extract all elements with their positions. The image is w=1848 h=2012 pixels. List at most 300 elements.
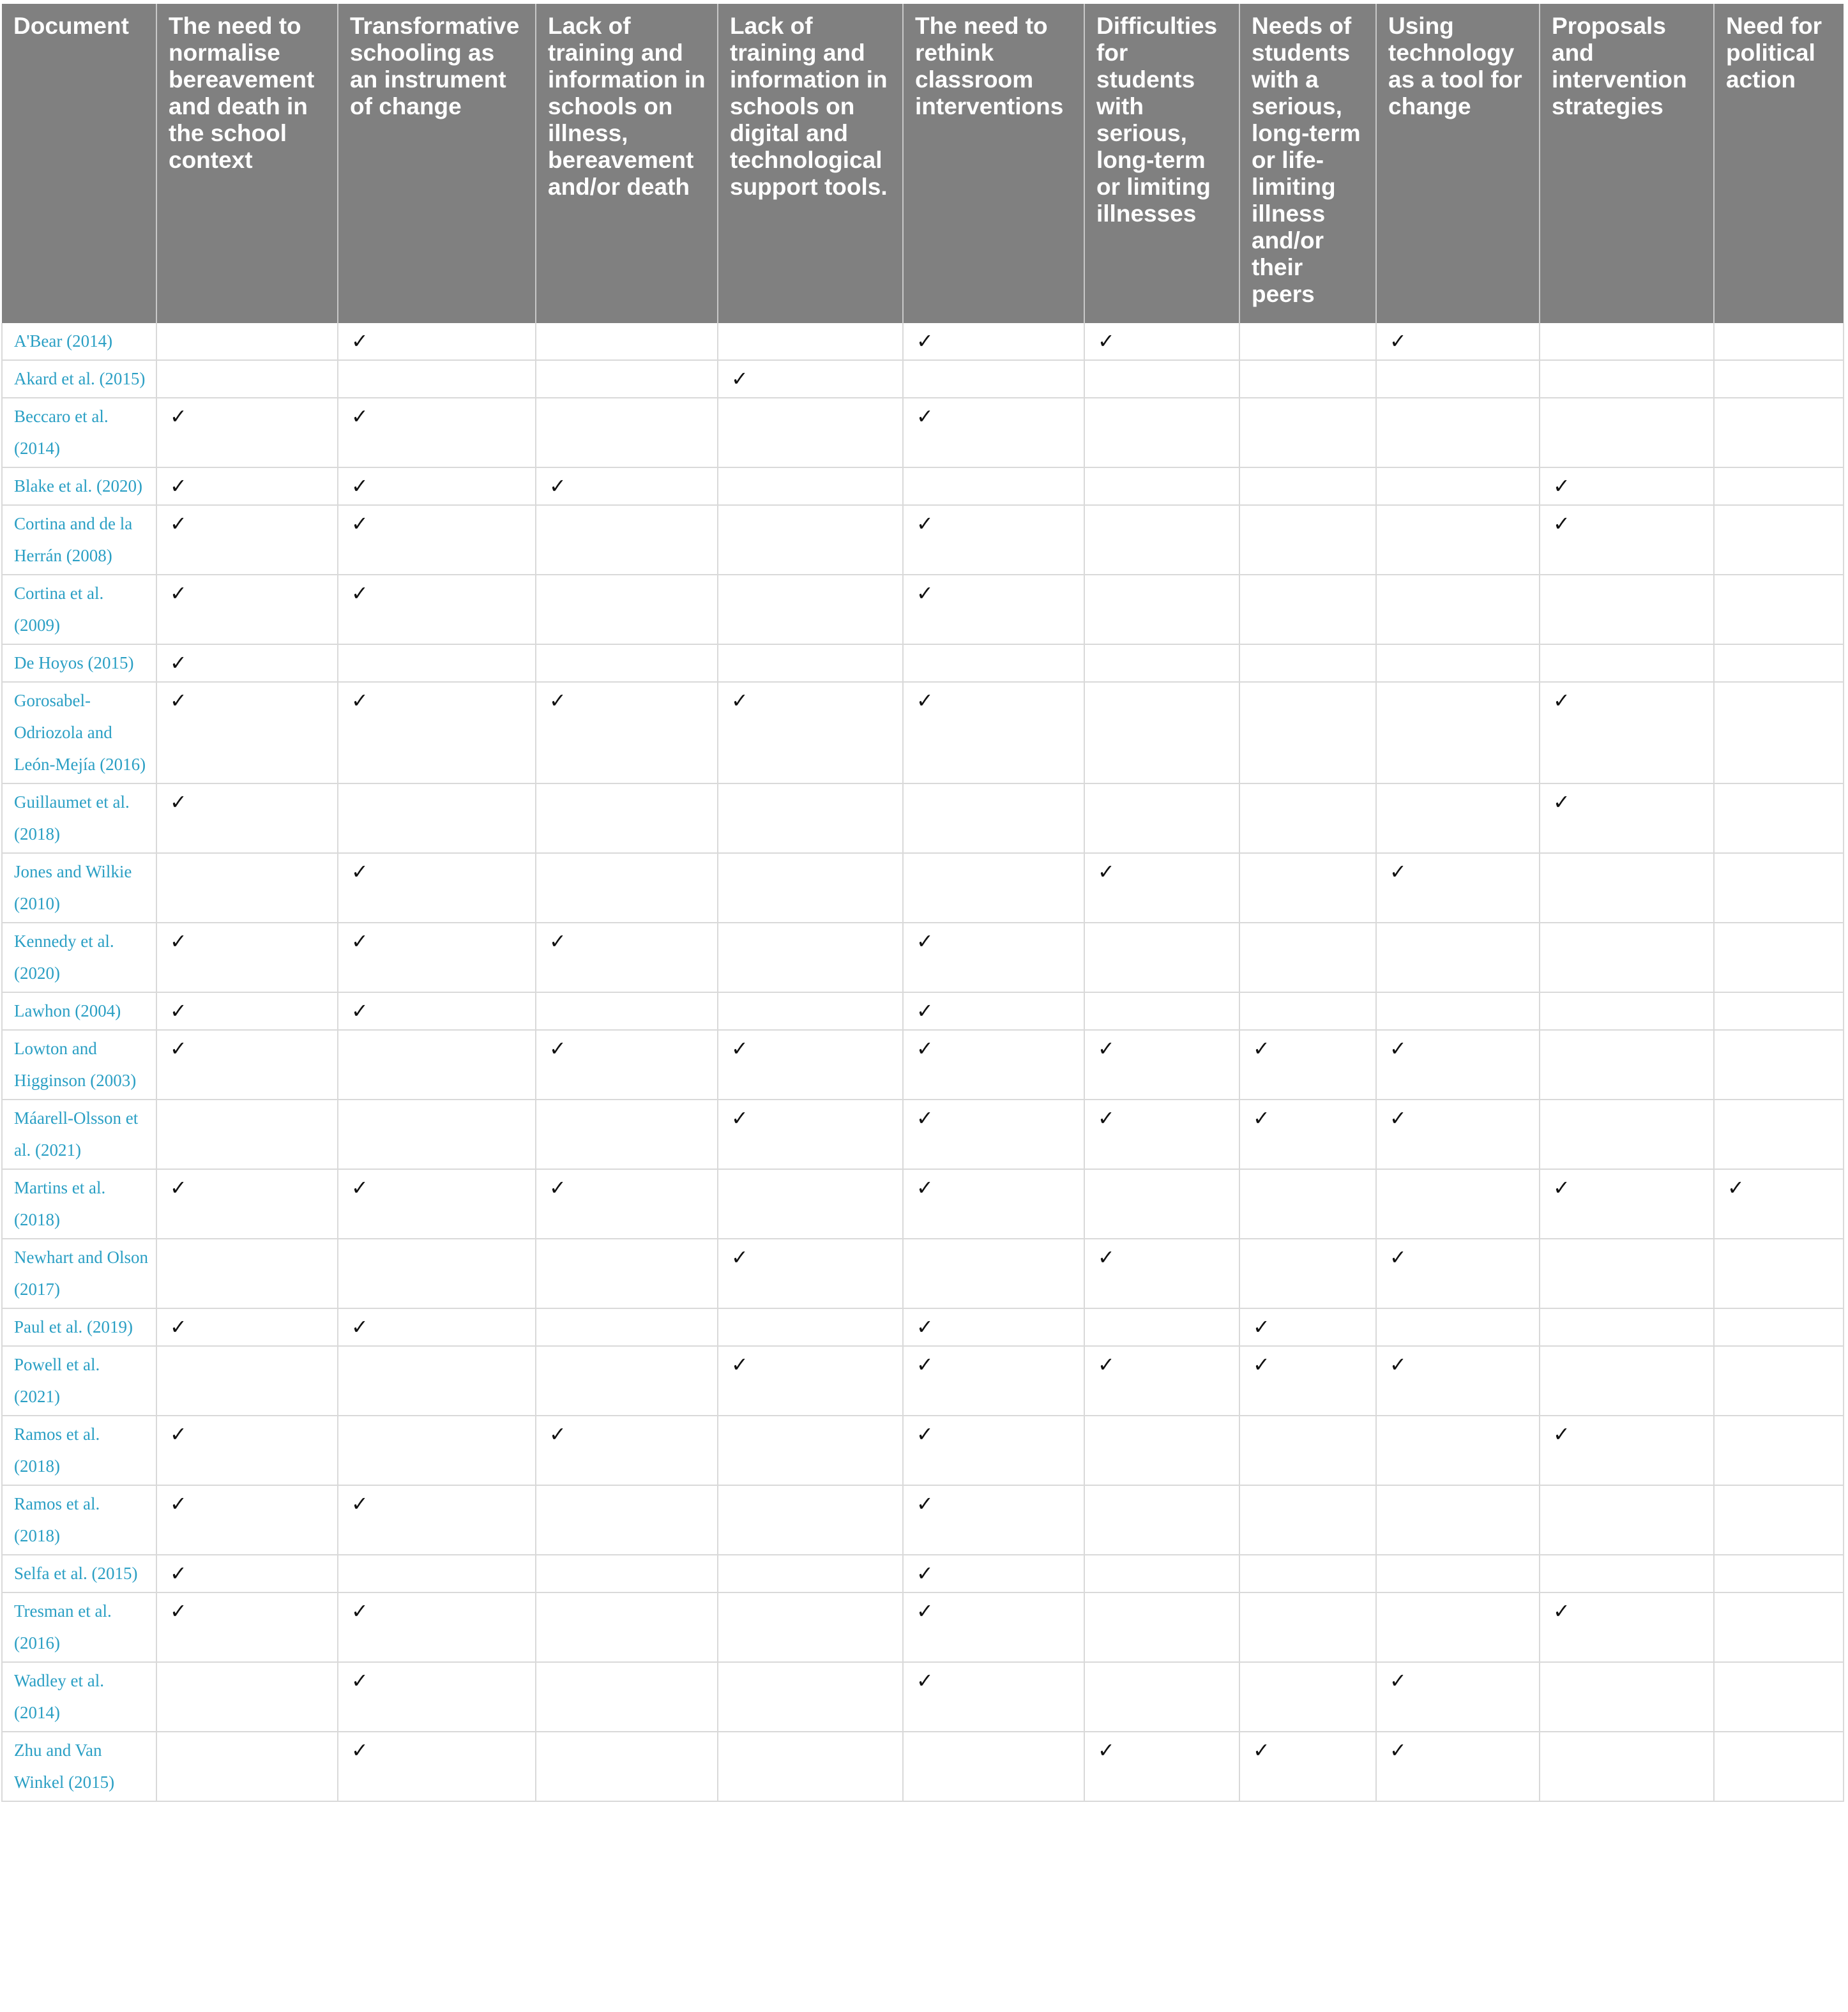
empty-cell — [1084, 1485, 1239, 1555]
empty-cell — [1084, 575, 1239, 644]
document-link[interactable]: Guillaumet et al. (2018) — [2, 783, 156, 853]
check-mark-icon: ✓ — [903, 505, 1084, 575]
empty-cell — [1714, 1308, 1844, 1346]
empty-cell — [718, 323, 903, 360]
table-body — [2, 323, 1844, 1801]
check-mark-icon: ✓ — [338, 575, 536, 644]
empty-cell — [1239, 1485, 1376, 1555]
check-mark-icon: ✓ — [903, 682, 1084, 783]
check-mark-icon: ✓ — [718, 1239, 903, 1308]
empty-cell — [1540, 398, 1714, 467]
table-row — [2, 923, 1844, 992]
empty-cell — [718, 1555, 903, 1592]
empty-cell — [1714, 1346, 1844, 1416]
empty-cell — [1540, 1555, 1714, 1592]
empty-cell — [1084, 682, 1239, 783]
empty-cell — [1084, 1662, 1239, 1732]
check-mark-icon: ✓ — [1084, 1346, 1239, 1416]
empty-cell — [338, 783, 536, 853]
empty-cell — [1714, 467, 1844, 505]
check-mark-icon: ✓ — [718, 360, 903, 398]
empty-cell — [1084, 1169, 1239, 1239]
table-header — [2, 4, 1844, 323]
check-mark-icon: ✓ — [156, 575, 338, 644]
check-mark-icon: ✓ — [903, 323, 1084, 360]
document-link[interactable]: Wadley et al. (2014) — [2, 1662, 156, 1732]
empty-cell — [1239, 853, 1376, 923]
check-mark-icon: ✓ — [338, 1662, 536, 1732]
check-mark-icon: ✓ — [1714, 1169, 1844, 1239]
empty-cell — [1714, 1485, 1844, 1555]
empty-cell — [1239, 323, 1376, 360]
document-link[interactable]: Martins et al. (2018) — [2, 1169, 156, 1239]
check-mark-icon: ✓ — [1239, 1100, 1376, 1169]
empty-cell — [1376, 575, 1540, 644]
check-mark-icon: ✓ — [338, 467, 536, 505]
empty-cell — [903, 1239, 1084, 1308]
empty-cell — [338, 360, 536, 398]
empty-cell — [536, 1592, 718, 1662]
check-mark-icon: ✓ — [338, 1592, 536, 1662]
empty-cell — [536, 1308, 718, 1346]
empty-cell — [338, 1030, 536, 1100]
check-mark-icon: ✓ — [1376, 323, 1540, 360]
table-row — [2, 1100, 1844, 1169]
empty-cell — [156, 1346, 338, 1416]
check-mark-icon: ✓ — [903, 1662, 1084, 1732]
empty-cell — [718, 505, 903, 575]
empty-cell — [338, 1416, 536, 1485]
document-link[interactable]: Gorosabel-Odriozola and León-Mejía (2016) — [2, 682, 156, 783]
empty-cell — [536, 398, 718, 467]
check-mark-icon: ✓ — [338, 1732, 536, 1801]
empty-cell — [156, 360, 338, 398]
empty-cell — [1540, 923, 1714, 992]
empty-cell — [1239, 682, 1376, 783]
check-mark-icon: ✓ — [156, 1308, 338, 1346]
empty-cell — [903, 783, 1084, 853]
empty-cell — [536, 1732, 718, 1801]
header-political-action: Need for political action — [1714, 4, 1844, 323]
empty-cell — [536, 1239, 718, 1308]
empty-cell — [1540, 1346, 1714, 1416]
table-row — [2, 1308, 1844, 1346]
check-mark-icon: ✓ — [156, 682, 338, 783]
table-row — [2, 1592, 1844, 1662]
empty-cell — [536, 1555, 718, 1592]
empty-cell — [1376, 682, 1540, 783]
empty-cell — [1376, 923, 1540, 992]
check-mark-icon: ✓ — [1239, 1346, 1376, 1416]
table-row — [2, 360, 1844, 398]
document-link[interactable]: Jones and Wilkie (2010) — [2, 853, 156, 923]
empty-cell — [1239, 1169, 1376, 1239]
empty-cell — [1376, 467, 1540, 505]
check-mark-icon: ✓ — [903, 1308, 1084, 1346]
table-row — [2, 1732, 1844, 1801]
header-row — [2, 4, 1844, 323]
empty-cell — [338, 644, 536, 682]
header-normalise-bereavement: The need to normalise bereavement and death in the school context — [156, 4, 338, 323]
empty-cell — [1714, 1732, 1844, 1801]
check-mark-icon: ✓ — [903, 1555, 1084, 1592]
check-mark-icon: ✓ — [338, 505, 536, 575]
empty-cell — [1540, 1239, 1714, 1308]
empty-cell — [718, 644, 903, 682]
empty-cell — [718, 1485, 903, 1555]
check-mark-icon: ✓ — [903, 923, 1084, 992]
empty-cell — [718, 1169, 903, 1239]
check-mark-icon: ✓ — [1540, 1416, 1714, 1485]
empty-cell — [1540, 1485, 1714, 1555]
check-mark-icon: ✓ — [1239, 1308, 1376, 1346]
empty-cell — [536, 644, 718, 682]
empty-cell — [156, 853, 338, 923]
check-mark-icon: ✓ — [903, 1169, 1084, 1239]
empty-cell — [1376, 505, 1540, 575]
empty-cell — [1084, 467, 1239, 505]
check-mark-icon: ✓ — [1084, 853, 1239, 923]
empty-cell — [536, 1346, 718, 1416]
document-link[interactable]: Selfa et al. (2015) — [2, 1555, 156, 1592]
header-proposals-strategies: Proposals and intervention strategies — [1540, 4, 1714, 323]
empty-cell — [1714, 1239, 1844, 1308]
header-difficulties-students: Difficulties for students with serious, long-term or limiting illnesses — [1084, 4, 1239, 323]
empty-cell — [1239, 644, 1376, 682]
empty-cell — [1376, 1169, 1540, 1239]
empty-cell — [156, 1239, 338, 1308]
empty-cell — [1239, 398, 1376, 467]
empty-cell — [718, 853, 903, 923]
table-row — [2, 575, 1844, 644]
document-link[interactable]: Tresman et al. (2016) — [2, 1592, 156, 1662]
document-link[interactable]: Ramos et al. (2018) — [2, 1416, 156, 1485]
empty-cell — [1239, 575, 1376, 644]
header-rethink-interventions: The need to rethink classroom interventions — [903, 4, 1084, 323]
empty-cell — [1714, 1416, 1844, 1485]
header-document: Document — [2, 4, 156, 323]
empty-cell — [1239, 923, 1376, 992]
header-needs-students: Needs of students with a serious, long-term or life-limiting illness and/or their peers — [1239, 4, 1376, 323]
check-mark-icon: ✓ — [536, 682, 718, 783]
empty-cell — [338, 1239, 536, 1308]
empty-cell — [1376, 1416, 1540, 1485]
check-mark-icon: ✓ — [338, 682, 536, 783]
empty-cell — [1540, 1030, 1714, 1100]
check-mark-icon: ✓ — [156, 783, 338, 853]
empty-cell — [1239, 992, 1376, 1030]
empty-cell — [1714, 1662, 1844, 1732]
empty-cell — [1239, 505, 1376, 575]
empty-cell — [1084, 398, 1239, 467]
check-mark-icon: ✓ — [1376, 1662, 1540, 1732]
document-link[interactable]: Beccaro et al. (2014) — [2, 398, 156, 467]
document-link[interactable]: Ramos et al. (2018) — [2, 1485, 156, 1555]
check-mark-icon: ✓ — [718, 1030, 903, 1100]
table-row — [2, 992, 1844, 1030]
header-lack-training-illness: Lack of training and information in schools on illness, bereavement and/or death — [536, 4, 718, 323]
empty-cell — [536, 992, 718, 1030]
empty-cell — [718, 783, 903, 853]
check-mark-icon: ✓ — [156, 1592, 338, 1662]
check-mark-icon: ✓ — [1084, 323, 1239, 360]
check-mark-icon: ✓ — [1376, 853, 1540, 923]
check-mark-icon: ✓ — [903, 398, 1084, 467]
empty-cell — [1540, 1732, 1714, 1801]
empty-cell — [1714, 323, 1844, 360]
check-mark-icon: ✓ — [903, 1592, 1084, 1662]
check-mark-icon: ✓ — [536, 923, 718, 992]
table-row — [2, 398, 1844, 467]
check-mark-icon: ✓ — [1540, 1169, 1714, 1239]
check-mark-icon: ✓ — [1084, 1100, 1239, 1169]
empty-cell — [718, 923, 903, 992]
document-link[interactable]: Lawhon (2004) — [2, 992, 156, 1030]
check-mark-icon: ✓ — [1376, 1239, 1540, 1308]
check-mark-icon: ✓ — [536, 1416, 718, 1485]
empty-cell — [903, 360, 1084, 398]
empty-cell — [1714, 783, 1844, 853]
document-link[interactable]: Máarell-Olsson et al. (2021) — [2, 1100, 156, 1169]
check-mark-icon: ✓ — [903, 1485, 1084, 1555]
document-link[interactable]: Kennedy et al. (2020) — [2, 923, 156, 992]
empty-cell — [718, 1592, 903, 1662]
table-row — [2, 1485, 1844, 1555]
empty-cell — [156, 1662, 338, 1732]
check-mark-icon: ✓ — [536, 1030, 718, 1100]
check-mark-icon: ✓ — [903, 1346, 1084, 1416]
empty-cell — [1376, 1485, 1540, 1555]
empty-cell — [1540, 575, 1714, 644]
check-mark-icon: ✓ — [903, 992, 1084, 1030]
empty-cell — [1376, 360, 1540, 398]
empty-cell — [536, 575, 718, 644]
empty-cell — [1239, 467, 1376, 505]
check-mark-icon: ✓ — [1540, 505, 1714, 575]
check-mark-icon: ✓ — [1540, 783, 1714, 853]
table-row — [2, 1416, 1844, 1485]
empty-cell — [1239, 1662, 1376, 1732]
empty-cell — [1376, 644, 1540, 682]
check-mark-icon: ✓ — [338, 398, 536, 467]
empty-cell — [1084, 360, 1239, 398]
document-link[interactable]: Cortina and de la Herrán (2008) — [2, 505, 156, 575]
document-link[interactable]: Newhart and Olson (2017) — [2, 1239, 156, 1308]
check-mark-icon: ✓ — [718, 1100, 903, 1169]
check-mark-icon: ✓ — [338, 323, 536, 360]
empty-cell — [1376, 783, 1540, 853]
table-row — [2, 1169, 1844, 1239]
header-transformative-schooling: Transformative schooling as an instrument of change — [338, 4, 536, 323]
table-row — [2, 505, 1844, 575]
empty-cell — [903, 1732, 1084, 1801]
empty-cell — [1714, 644, 1844, 682]
empty-cell — [1376, 1308, 1540, 1346]
check-mark-icon: ✓ — [156, 644, 338, 682]
empty-cell — [1239, 1592, 1376, 1662]
empty-cell — [1714, 360, 1844, 398]
empty-cell — [1239, 1239, 1376, 1308]
check-mark-icon: ✓ — [1084, 1732, 1239, 1801]
empty-cell — [338, 1100, 536, 1169]
check-mark-icon: ✓ — [1376, 1732, 1540, 1801]
check-mark-icon: ✓ — [156, 1485, 338, 1555]
empty-cell — [536, 853, 718, 923]
document-link[interactable]: Lowton and Higginson (2003) — [2, 1030, 156, 1100]
empty-cell — [1084, 992, 1239, 1030]
empty-cell — [1084, 1416, 1239, 1485]
empty-cell — [536, 1662, 718, 1732]
empty-cell — [1376, 1555, 1540, 1592]
empty-cell — [1084, 1592, 1239, 1662]
check-mark-icon: ✓ — [1540, 1592, 1714, 1662]
check-mark-icon: ✓ — [903, 1100, 1084, 1169]
check-mark-icon: ✓ — [718, 1346, 903, 1416]
document-link[interactable]: Cortina et al. (2009) — [2, 575, 156, 644]
document-link[interactable]: Paul et al. (2019) — [2, 1308, 156, 1346]
check-mark-icon: ✓ — [156, 467, 338, 505]
empty-cell — [1239, 1416, 1376, 1485]
table-row — [2, 1346, 1844, 1416]
check-mark-icon: ✓ — [156, 992, 338, 1030]
check-mark-icon: ✓ — [903, 575, 1084, 644]
empty-cell — [1714, 1555, 1844, 1592]
empty-cell — [338, 1555, 536, 1592]
empty-cell — [1540, 644, 1714, 682]
empty-cell — [156, 1732, 338, 1801]
empty-cell — [156, 323, 338, 360]
empty-cell — [1714, 505, 1844, 575]
empty-cell — [1239, 360, 1376, 398]
table-row — [2, 853, 1844, 923]
check-mark-icon: ✓ — [536, 1169, 718, 1239]
check-mark-icon: ✓ — [1376, 1346, 1540, 1416]
empty-cell — [1540, 992, 1714, 1030]
empty-cell — [718, 1662, 903, 1732]
empty-cell — [718, 1732, 903, 1801]
empty-cell — [338, 1346, 536, 1416]
check-mark-icon: ✓ — [1376, 1030, 1540, 1100]
empty-cell — [536, 323, 718, 360]
check-mark-icon: ✓ — [903, 1030, 1084, 1100]
table-row — [2, 1662, 1844, 1732]
empty-cell — [1714, 1592, 1844, 1662]
check-mark-icon: ✓ — [156, 1169, 338, 1239]
table-row — [2, 1239, 1844, 1308]
table-row — [2, 644, 1844, 682]
empty-cell — [536, 505, 718, 575]
check-mark-icon: ✓ — [156, 1030, 338, 1100]
empty-cell — [718, 1416, 903, 1485]
check-mark-icon: ✓ — [156, 398, 338, 467]
empty-cell — [1084, 644, 1239, 682]
check-mark-icon: ✓ — [1084, 1030, 1239, 1100]
empty-cell — [718, 467, 903, 505]
header-technology-tool: Using technology as a tool for change — [1376, 4, 1540, 323]
empty-cell — [1376, 398, 1540, 467]
empty-cell — [1714, 1100, 1844, 1169]
document-link[interactable]: Akard et al. (2015) — [2, 360, 156, 398]
empty-cell — [1540, 360, 1714, 398]
empty-cell — [1540, 323, 1714, 360]
empty-cell — [1540, 1662, 1714, 1732]
themes-table — [1, 4, 1844, 1802]
empty-cell — [1714, 1030, 1844, 1100]
empty-cell — [536, 1485, 718, 1555]
document-link[interactable]: A'Bear (2014) — [2, 323, 156, 360]
check-mark-icon: ✓ — [338, 1169, 536, 1239]
empty-cell — [718, 398, 903, 467]
check-mark-icon: ✓ — [536, 467, 718, 505]
table-row — [2, 1030, 1844, 1100]
table-row — [2, 783, 1844, 853]
table-row — [2, 467, 1844, 505]
check-mark-icon: ✓ — [1540, 682, 1714, 783]
empty-cell — [1714, 923, 1844, 992]
empty-cell — [1376, 1592, 1540, 1662]
check-mark-icon: ✓ — [156, 1555, 338, 1592]
empty-cell — [718, 1308, 903, 1346]
check-mark-icon: ✓ — [1239, 1732, 1376, 1801]
check-mark-icon: ✓ — [718, 682, 903, 783]
header-lack-training-digital: Lack of training and information in schools on digital and technological support tools. — [718, 4, 903, 323]
empty-cell — [1540, 1308, 1714, 1346]
check-mark-icon: ✓ — [1376, 1100, 1540, 1169]
document-link[interactable]: Powell et al. (2021) — [2, 1346, 156, 1416]
empty-cell — [536, 783, 718, 853]
check-mark-icon: ✓ — [338, 853, 536, 923]
empty-cell — [1540, 853, 1714, 923]
check-mark-icon: ✓ — [156, 923, 338, 992]
empty-cell — [1239, 1555, 1376, 1592]
empty-cell — [1714, 682, 1844, 783]
empty-cell — [1540, 1100, 1714, 1169]
empty-cell — [718, 575, 903, 644]
check-mark-icon: ✓ — [1239, 1030, 1376, 1100]
check-mark-icon: ✓ — [156, 505, 338, 575]
document-link[interactable]: Blake et al. (2020) — [2, 467, 156, 505]
check-mark-icon: ✓ — [338, 923, 536, 992]
table-row — [2, 682, 1844, 783]
empty-cell — [1376, 992, 1540, 1030]
empty-cell — [1714, 575, 1844, 644]
check-mark-icon: ✓ — [1084, 1239, 1239, 1308]
empty-cell — [1714, 398, 1844, 467]
empty-cell — [903, 853, 1084, 923]
table-row — [2, 1555, 1844, 1592]
check-mark-icon: ✓ — [338, 1308, 536, 1346]
empty-cell — [1084, 1555, 1239, 1592]
empty-cell — [718, 992, 903, 1030]
check-mark-icon: ✓ — [903, 1416, 1084, 1485]
check-mark-icon: ✓ — [1540, 467, 1714, 505]
empty-cell — [1084, 783, 1239, 853]
check-mark-icon: ✓ — [338, 992, 536, 1030]
empty-cell — [536, 1100, 718, 1169]
empty-cell — [1714, 853, 1844, 923]
empty-cell — [1084, 1308, 1239, 1346]
empty-cell — [903, 644, 1084, 682]
empty-cell — [1084, 923, 1239, 992]
check-mark-icon: ✓ — [156, 1416, 338, 1485]
empty-cell — [156, 1100, 338, 1169]
check-mark-icon: ✓ — [338, 1485, 536, 1555]
empty-cell — [903, 467, 1084, 505]
document-link[interactable]: Zhu and Van Winkel (2015) — [2, 1732, 156, 1801]
empty-cell — [1239, 783, 1376, 853]
document-link[interactable]: De Hoyos (2015) — [2, 644, 156, 682]
empty-cell — [1714, 992, 1844, 1030]
